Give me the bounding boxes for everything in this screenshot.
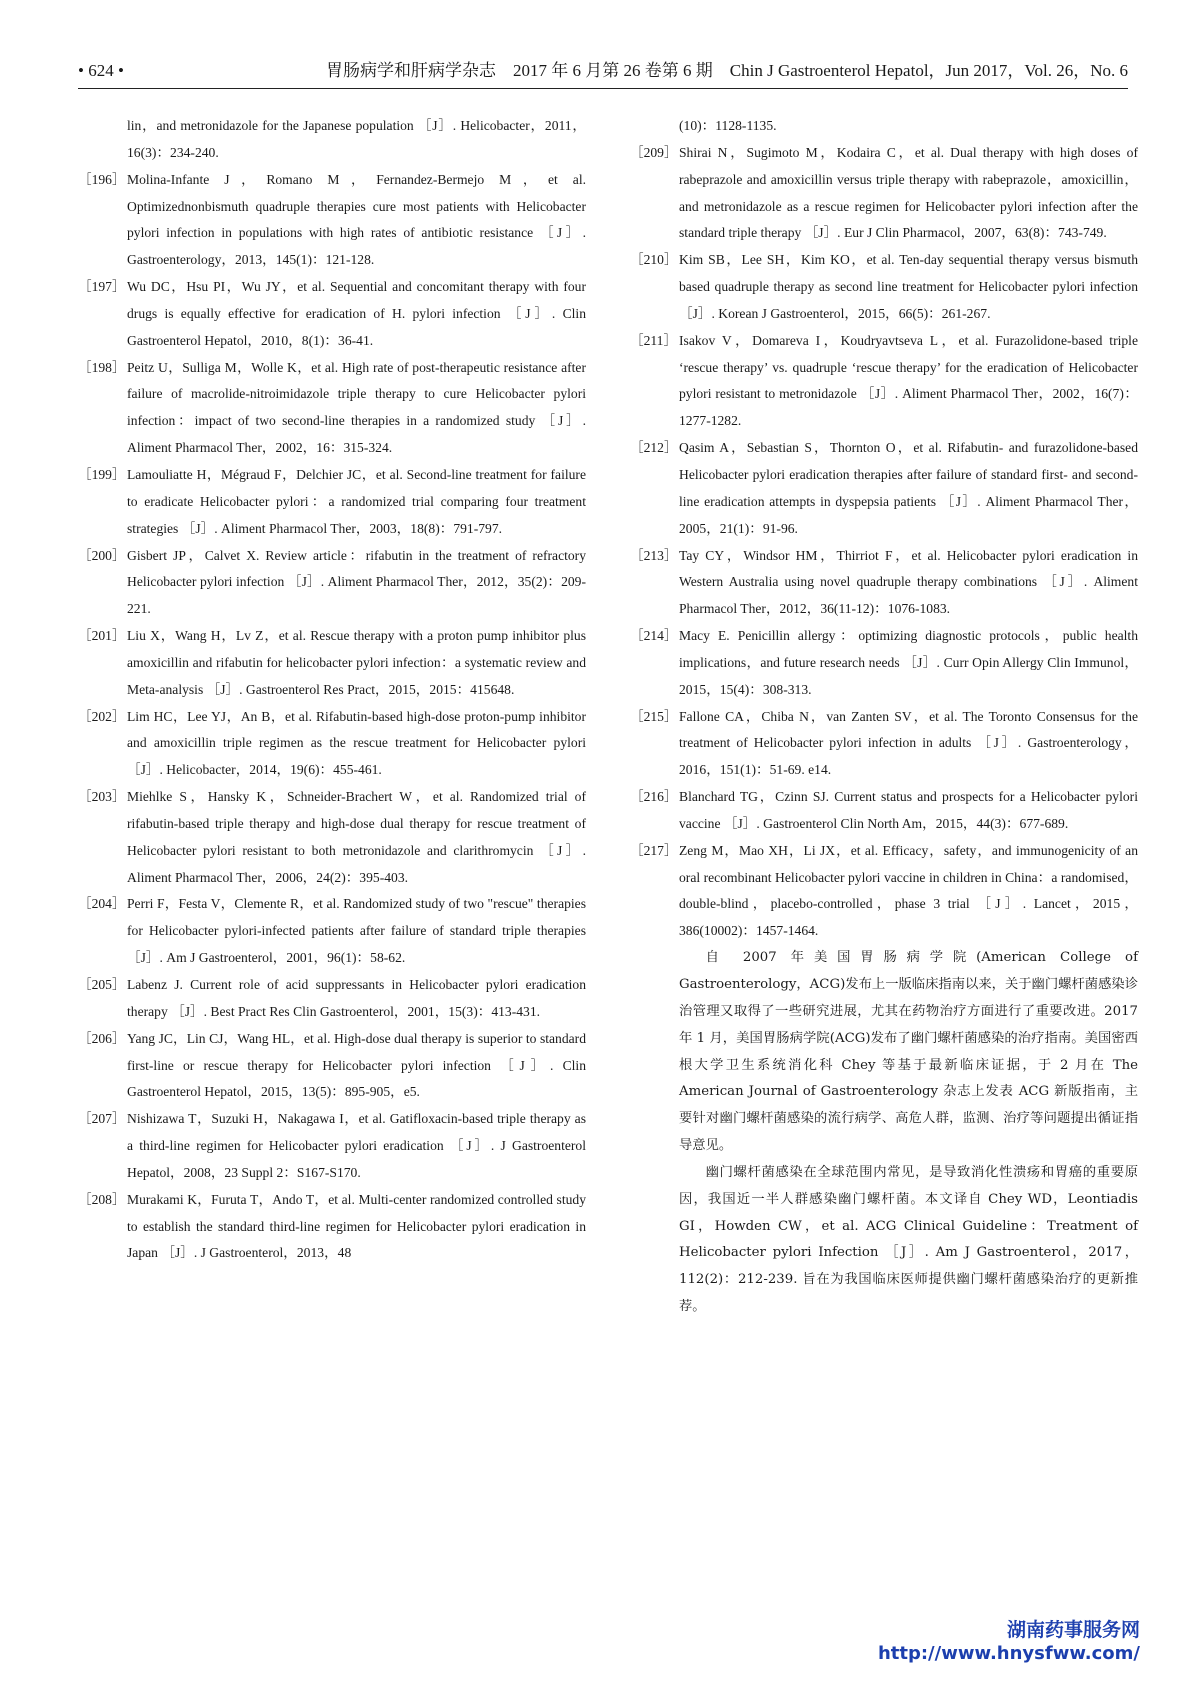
reference-number: ［208］ [78, 1191, 126, 1207]
reference-text: Shirai N，Sugimoto M，Kodaira C，et al. Dual therapy with high doses of rabeprazole and amoxicillin versus triple therapy with rabeprazole，amoxicillin，and metronidazole as a rescue regimen for Helicobacter pylori infection after the standard triple therapy ［J］. Eur J Clin Pharmacol，2007，63(8)：743-749. [679, 144, 1138, 241]
reference-entry [78, 784, 586, 891]
reference-entry [630, 838, 1138, 945]
right-reference-list [630, 140, 1138, 945]
reference-entry [78, 891, 586, 972]
reference-entry [630, 247, 1138, 328]
reference-text: Tay CY，Windsor HM，Thirriot F，et al. Helicobacter pylori eradication in Western Australia using novel quadruple therapy combinations ［J］. Aliment Pharmacol Ther，2012，36(11-12)：1076-1083. [679, 547, 1138, 617]
reference-entry [78, 704, 586, 785]
reference-text: Fallone CA，Chiba N，van Zanten SV，et al. The Toronto Consensus for the treatment of Helicobacter pylori infection in adults ［J］. Gastroenterology，2016，151(1)：51-69. e14. [679, 708, 1138, 778]
reference-entry [78, 543, 586, 624]
reference-entry [630, 435, 1138, 542]
reference-text: Labenz J. Current role of acid suppressants in Helicobacter pylori eradication therapy ［J］. Best Pract Res Clin Gastroenterol，2001，15(3)：413-431. [127, 977, 586, 1019]
reference-entry [78, 1187, 586, 1268]
reference-number: ［206］ [78, 1030, 126, 1046]
body-paragraph: 幽门螺杆菌感染在全球范围内常见，是导致消化性溃疡和胃癌的重要原因，我国近一半人群感染幽门螺杆菌。本文译自 Chey WD，Leontiadis GI，Howden CW，et al. ACG Clinical Guideline：Treatment of Helicobacter pylori Infection ［J］. Am J Gastroenterol，2017，112(2)：212-239. 旨在为我国临床医师提供幽门螺杆菌感染治疗的更新推荐。 [679, 1164, 1138, 1315]
reference-number: ［203］ [78, 789, 126, 805]
watermark-url-link[interactable]: http://www.hnysfww.com/ [877, 1643, 1140, 1664]
reference-number: ［202］ [78, 708, 126, 724]
journal-citation-line: 胃肠病学和肝病学杂志 2017 年 6 月第 26 卷第 6 期 Chin J Gastroenterol Hepatol，Jun 2017，Vol. 26，No. 6 [326, 61, 1128, 80]
reference-text: Liu X，Wang H，Lv Z，et al. Rescue therapy with a proton pump inhibitor plus amoxicillin and rifabutin for helicobacter pylori infection：a systematic review and Meta-analysis ［J］. Gastroenterol Res Pract，2015，2015：415648. [127, 628, 586, 697]
reference-entry [78, 972, 586, 1026]
site-watermark [878, 1618, 1140, 1666]
reference-text: Isakov V，Domareva I，Koudryavtseva L，et al. Furazolidone-based triple ‘rescue therapy’ vs. quadruple ‘rescue therapy’ for the eradication of Helicobacter pylori resistant to metronidazole ［J］. Aliment Pharmacol Ther，2002，16(7)：1277-1282. [679, 332, 1138, 429]
reference-entry [630, 784, 1138, 838]
reference-number: ［215］ [630, 708, 678, 724]
reference-text: Wu DC，Hsu PI，Wu JY，et al. Sequential and concomitant therapy with four drugs is equally effective for eradication of H. pylori infection ［J］. Clin Gastroenterol Hepatol，2010，8(1)：36-41. [127, 279, 586, 348]
reference-text: Lamouliatte H，Mégraud F，Delchier JC，et al. Second-line treatment for failure to eradicate Helicobacter pylori：a randomized trial comparing four treatment strategies ［J］. Aliment Pharmacol Ther，2003，18(8)：791-797. [127, 466, 586, 536]
reference-text: Peitz U，Sulliga M，Wolle K，et al. High rate of post-therapeutic resistance after failure of macrolide-nitroimidazole triple therapy to cure Helicobacter pylori infection：impact of two second-line therapies in a randomized study ［J］. Aliment Pharmacol Ther，2002，16：315-324. [127, 359, 586, 456]
reference-text: (10)：1128-1135. [679, 118, 777, 133]
reference-number: ［201］ [78, 628, 126, 644]
reference-entry [630, 140, 1138, 247]
reference-text: Macy E. Penicillin allergy：optimizing diagnostic protocols，public health implications，and future research needs ［J］. Curr Opin Allergy Clin Immunol，2015，15(4)：308-313. [679, 628, 1138, 697]
reference-number: ［207］ [78, 1111, 126, 1127]
reference-entry [78, 1026, 586, 1107]
reference-continuation [78, 113, 586, 167]
right-column [630, 113, 1138, 1321]
reference-number: ［210］ [630, 252, 678, 268]
reference-text: Yang JC，Lin CJ，Wang HL，et al. High-dose dual therapy is superior to standard first-line or rescue therapy for Helicobacter pylori infection ［J］. Clin Gastroenterol Hepatol，2015，13(5)：895-905，e5. [127, 1030, 586, 1100]
left-reference-list [78, 167, 586, 1268]
reference-text: Blanchard TG，Czinn SJ. Current status and prospects for a Helicobacter pylori vaccine ［J］. Gastroenterol Clin North Am，2015，44(3)：677-689. [679, 789, 1138, 831]
reference-text: Lim HC，Lee YJ，An B，et al. Rifabutin-based high-dose proton-pump inhibitor and amoxicillin triple regimen as the rescue treatment for Helicobacter pylori ［J］. Helicobacter，2014，19(6)：455-461. [127, 708, 586, 778]
reference-entry [78, 623, 586, 704]
watermark-site-name: 湖南药事服务网 [1006, 1619, 1140, 1641]
reference-entry [630, 704, 1138, 785]
reference-number: ［204］ [78, 896, 126, 912]
reference-text: Murakami K，Furuta T，Ando T，et al. Multi-center randomized controlled study to establish the standard third-line regimen for Helicobacter pylori eradication in Japan ［J］. J Gastroenterol，2013，48 [127, 1191, 586, 1261]
reference-text: Kim SB，Lee SH，Kim KO，et al. Ten-day sequential therapy versus bismuth based quadruple therapy as second line treatment for Helicobacter pylori infection ［J］. Korean J Gastroenterol，2015，66(5)：261-267. [679, 252, 1138, 321]
reference-entry [78, 1106, 586, 1187]
reference-text: Molina-Infante J，Romano M，Fernandez-Bermejo M，et al. Optimizednonbismuth quadruple therapies cure most patients with Helicobacter pylori infection in populations with high rates of antibiotic resistance ［J］. Gastroenterology，2013，145(1)：121-128. [127, 171, 586, 268]
reference-number: ［197］ [78, 279, 126, 295]
reference-text: Zeng M，Mao XH，Li JX，et al. Efficacy，safety，and immunogenicity of an oral recombinant Helicobacter pylori vaccine in children in China：a randomised，double-blind，placebo-controlled，phase 3 trial ［J］. Lancet，2015，386(10002)：1457-1464. [679, 842, 1138, 939]
reference-text: Nishizawa T，Suzuki H，Nakagawa I，et al. Gatifloxacin-based triple therapy as a third-line regimen for Helicobacter pylori eradication ［J］. J Gastroenterol Hepatol，2008，23 Suppl 2：S167-S170. [127, 1111, 586, 1180]
reference-number: ［214］ [630, 628, 678, 644]
reference-entry [630, 623, 1138, 704]
reference-number: ［200］ [78, 547, 126, 563]
reference-number: ［217］ [630, 842, 678, 858]
reference-entry [630, 328, 1138, 435]
reference-text: Qasim A，Sebastian S，Thornton O，et al. Rifabutin- and furazolidone-based Helicobacter pylori eradication therapies after failure of standard first- and second-line eradication attempts in dyspepsia patients ［J］. Aliment Pharmacol Ther，2005，21(1)：91-96. [679, 440, 1138, 536]
reference-entry [78, 462, 586, 543]
reference-number: ［211］ [630, 332, 678, 348]
reference-number: ［205］ [78, 977, 126, 992]
page-number: • 624 • [78, 61, 124, 80]
reference-text: Miehlke S，Hansky K，Schneider-Brachert W，et al. Randomized trial of rifabutin-based triple therapy and high-dose dual therapy for rescue treatment of Helicobacter pylori resistant to both metronidazole and clarithromycin ［J］. Aliment Pharmacol Ther，2006，24(2)：395-403. [127, 789, 586, 885]
reference-number: ［209］ [630, 144, 678, 160]
reference-entry [630, 543, 1138, 624]
reference-number: ［212］ [630, 440, 678, 456]
reference-number: ［199］ [78, 466, 126, 482]
reference-text: Perri F，Festa V，Clemente R，et al. Randomized study of two "rescue" therapies for Helicobacter pylori-infected patients after failure of standard triple therapies ［J］. Am J Gastroenterol，2001，96(1)：58-62. [127, 896, 586, 966]
reference-number: ［216］ [630, 789, 678, 805]
body-paragraph: 自 2007 年美国胃肠病学院(American College of Gastroenterology，ACG)发布上一版临床指南以来，关于幽门螺杆菌感染诊治管理又取得了一些研究进展，尤其在药物治疗方面进行了重要改进。2017 年 1 月，美国胃肠病学院(ACG)发布了幽门螺杆菌感染的治疗指南。美国密西根大学卫生系统消化科 Chey 等基于最新临床证据，于 2 月在 The American Journal of Gastroenterology 杂志上发表 ACG 新版指南，主要针对幽门螺杆菌感染的流行病学、高危人群，监测、治疗等问题提出循证指导意见。 [679, 950, 1138, 1154]
reference-number: ［213］ [630, 547, 678, 563]
header-rule [78, 88, 1128, 89]
reference-text: lin，and metronidazole for the Japanese population ［J］. Helicobacter，2011，16(3)：234-240. [127, 118, 586, 160]
reference-number: ［196］ [78, 171, 126, 187]
reference-continuation [630, 113, 1138, 140]
reference-text: Gisbert JP，Calvet X. Review article：rifabutin in the treatment of refractory Helicobacter pylori infection ［J］. Aliment Pharmacol Ther，2012，35(2)：209-221. [127, 547, 586, 617]
reference-entry [78, 167, 586, 274]
reference-entry [78, 274, 586, 355]
reference-number: ［198］ [78, 359, 126, 375]
left-column [78, 113, 586, 1267]
reference-entry [78, 355, 586, 462]
